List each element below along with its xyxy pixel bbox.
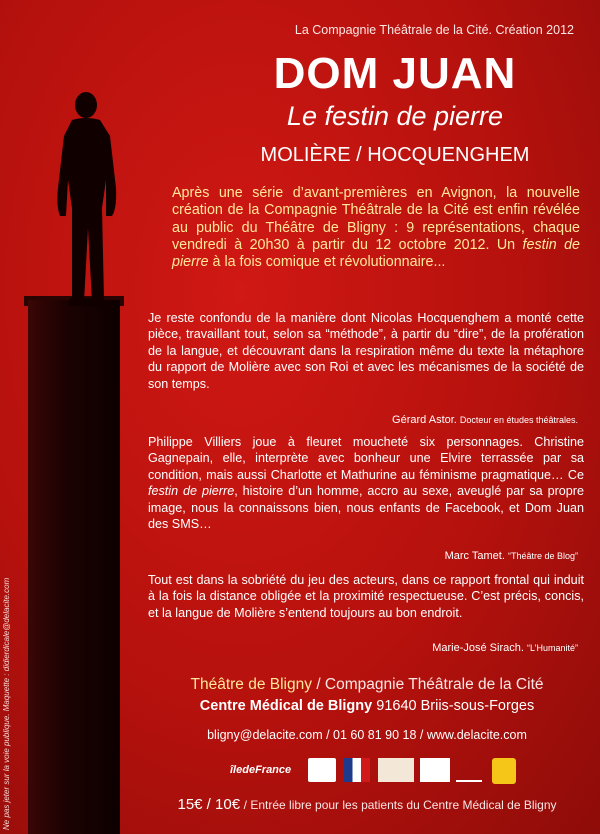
quote-2-signature: Marc Tamet. “Théâtre de Blog” (444, 550, 578, 562)
authors: MOLIÈRE / HOCQUENGHEM (260, 144, 530, 166)
quote-1: Je reste confondu de la manière dont Nicolas Hocquenghem a monté cette pièce, travaillant tout, selon sa “méthode”, à partir du “dire”, de la profération de la langue, et découvrant dans la respiration même du texte la métaphore du rapport de Molière avec son Roi et avec les mécanismes de la société de son temps. (148, 311, 584, 391)
company-line: La Compagnie Théâtrale de la Cité. Création 2012 (294, 23, 574, 37)
man-silhouette-icon (22, 88, 142, 318)
price-line: 15€ / 10€ / Entrée libre pour les patients du Centre Médical de Bligny (177, 796, 557, 813)
quote-3: Tout est dans la sobriété du jeu des acteurs, dans ce rapport frontal qui induit à la fois la distance obligée et la proximité respectueuse. C’est précis, concis, et la langue de Molière s’entend toujours au bon endroit. (148, 573, 584, 620)
quote-2: Philippe Villiers joue à fleuret moucheté six personnages. Christine Gagnepain, elle, interprète avec bonheur une Elvire terrassée par sa condition, mais aussi Charlotte et Mathurine au féminisme pragmatique… Ce festin de pierre, histoire d’un homme, accro au sexe, aveuglé par sa propre image, nous la connaissons bien, nous enfants de Facebook, et Dom Juan des SMS… (148, 435, 584, 532)
page-title: DOM JUAN (273, 49, 517, 98)
address-line: Centre Médical de Bligny 91640 Briis-sous-Forges (199, 698, 535, 714)
cnc-logo (420, 758, 450, 782)
signature-logo (456, 760, 482, 782)
theatre-logo (378, 758, 414, 782)
ile-de-france-logo: îledeFrance (230, 764, 292, 776)
contact-line: bligny@delacite.com / 01 60 81 90 18 / www.delacite.com (207, 728, 527, 742)
subtitle: Le festin de pierre (286, 101, 504, 131)
briis-sous-forges-logo (492, 758, 516, 784)
venue-line: Théâtre de Bligny / Compagnie Théâtrale de la Cité (190, 676, 544, 693)
pillar (28, 300, 120, 834)
quote-3-signature: Marie-José Sirach. “L’Humanité” (432, 642, 578, 654)
republique-francaise-logo (344, 758, 370, 782)
credit-vertical: Ne pas jeter sur la voie publique. Maquette : didierdicale@delacite.com (2, 577, 11, 830)
quote-1-signature: Gérard Astor. Docteur en études théâtrales. (392, 414, 578, 426)
intro-paragraph: Après une série d’avant-premières en Avignon, la nouvelle création de la Compagnie Théâtrale de la Cité est enfin révélée au public du Théâtre de Bligny : 9 représentations, chaque vendredi à 20h30 à partir du 12 octobre 2012. Un festin de pierre à la fois comique et révolutionnaire... (172, 185, 580, 271)
sponsor-logos (230, 756, 530, 786)
essonne-logo (308, 758, 336, 782)
